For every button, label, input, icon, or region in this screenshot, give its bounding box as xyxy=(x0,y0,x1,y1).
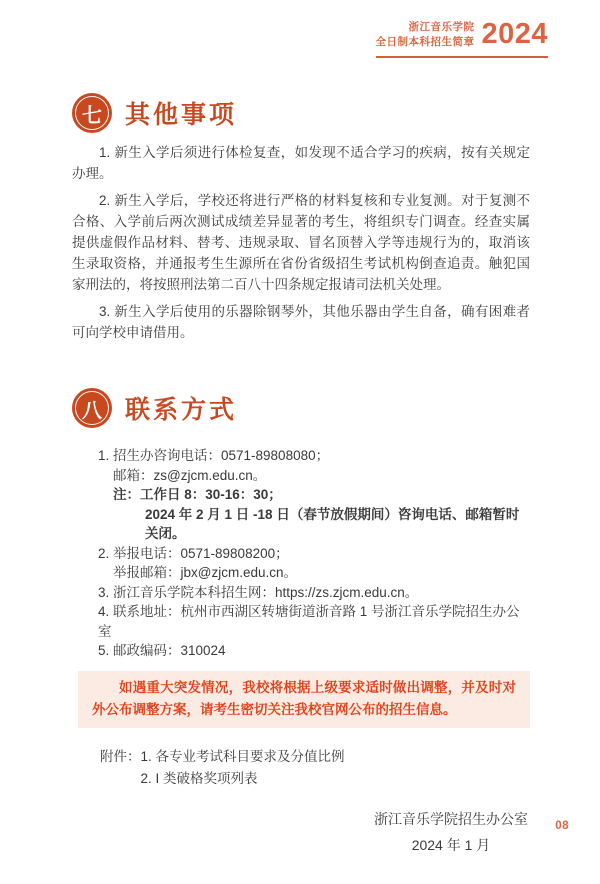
section-number-badge xyxy=(72,388,112,428)
attachment-item: 2. I 类破格奖项列表 xyxy=(140,770,258,786)
signature-org: 浙江音乐学院招生办公室 xyxy=(374,810,528,827)
contact-list xyxy=(72,446,530,661)
section-contact-heading xyxy=(72,388,530,428)
section-other-body xyxy=(72,142,530,343)
paragraph: 1. 新生入学后须进行体检复查，如发现不适合学习的疾病，按有关规定办理。 xyxy=(72,145,530,181)
attachment-item: 1. 各专业考试科目要求及分值比例 xyxy=(140,748,345,764)
contact-line-address: 4. 联系地址：杭州市西湖区转塘街道浙音路 1 号浙江音乐学院招生办公室 xyxy=(98,604,520,639)
paragraph: 3. 新生入学后使用的乐器除钢琴外，其他乐器由学生自备，确有困难者可向学校申请借用。 xyxy=(72,304,530,340)
header-org-name: 浙江音乐学院 xyxy=(408,21,475,34)
notice-box xyxy=(78,671,530,728)
contact-line-email: 邮箱：zs@zjcm.edu.cn。 xyxy=(113,467,267,483)
contact-line-website: 3. 浙江音乐学院本科招生网：https://zs.zjcm.edu.cn。 xyxy=(98,584,419,600)
contact-line-note: 注：工作日 8：30-16：30； xyxy=(113,487,282,502)
paragraph: 2. 新生入学后，学校还将进行严格的材料复核和专业复测。对于复测不合格、入学前后两次测试成绩差异显著的考生，将组织专门调查。经查实属提供虚假作品材料、替考、违规录取、冒名顶替入学等违规行为的，取消该生录取资格，并通报考生生源所在省份省级招生考试机构倒查追责。触犯国家刑法的，将按照刑法第二百八十四条规定报请司法机关处理。 xyxy=(72,193,530,292)
attachments-items xyxy=(141,746,345,790)
notice-text: 如遇重大突发情况，我校将根据上级要求适时做出调整，并及时对外公布调整方案，请考生密切关注我校官网公布的招生信息。 xyxy=(92,679,516,717)
attachments xyxy=(100,746,530,790)
page-header xyxy=(376,20,548,58)
header-org-title xyxy=(375,20,474,48)
section-number: 八 xyxy=(82,399,102,422)
contact-line-report-phone: 2. 举报电话：0571-89808200； xyxy=(98,545,289,561)
section-title: 其他事项 xyxy=(125,102,238,129)
section-number: 七 xyxy=(82,104,102,127)
contact-line-postcode: 5. 邮政编码：310024 xyxy=(98,643,226,658)
header-year: 2024 xyxy=(481,18,548,50)
section-number-badge xyxy=(72,93,112,133)
signature-block xyxy=(374,806,528,858)
section-title: 联系方式 xyxy=(125,397,238,424)
header-doc-title: 全日制本科招生简章 xyxy=(375,35,475,48)
contact-line-report-email: 举报邮箱：jbx@zjcm.edu.cn。 xyxy=(113,565,297,580)
page-number: 08 xyxy=(555,820,569,832)
section-other-heading xyxy=(72,93,530,133)
contact-line-phone: 1. 招生办咨询电话：0571-89808080； xyxy=(98,448,330,463)
attachments-label: 附件： xyxy=(100,748,141,764)
contact-line-holiday: 2024 年 2 月 1 日 -18 日（春节放假期间）咨询电话、邮箱暂时关闭。 xyxy=(145,506,520,541)
signature-date: 2024 年 1 月 xyxy=(411,836,491,853)
